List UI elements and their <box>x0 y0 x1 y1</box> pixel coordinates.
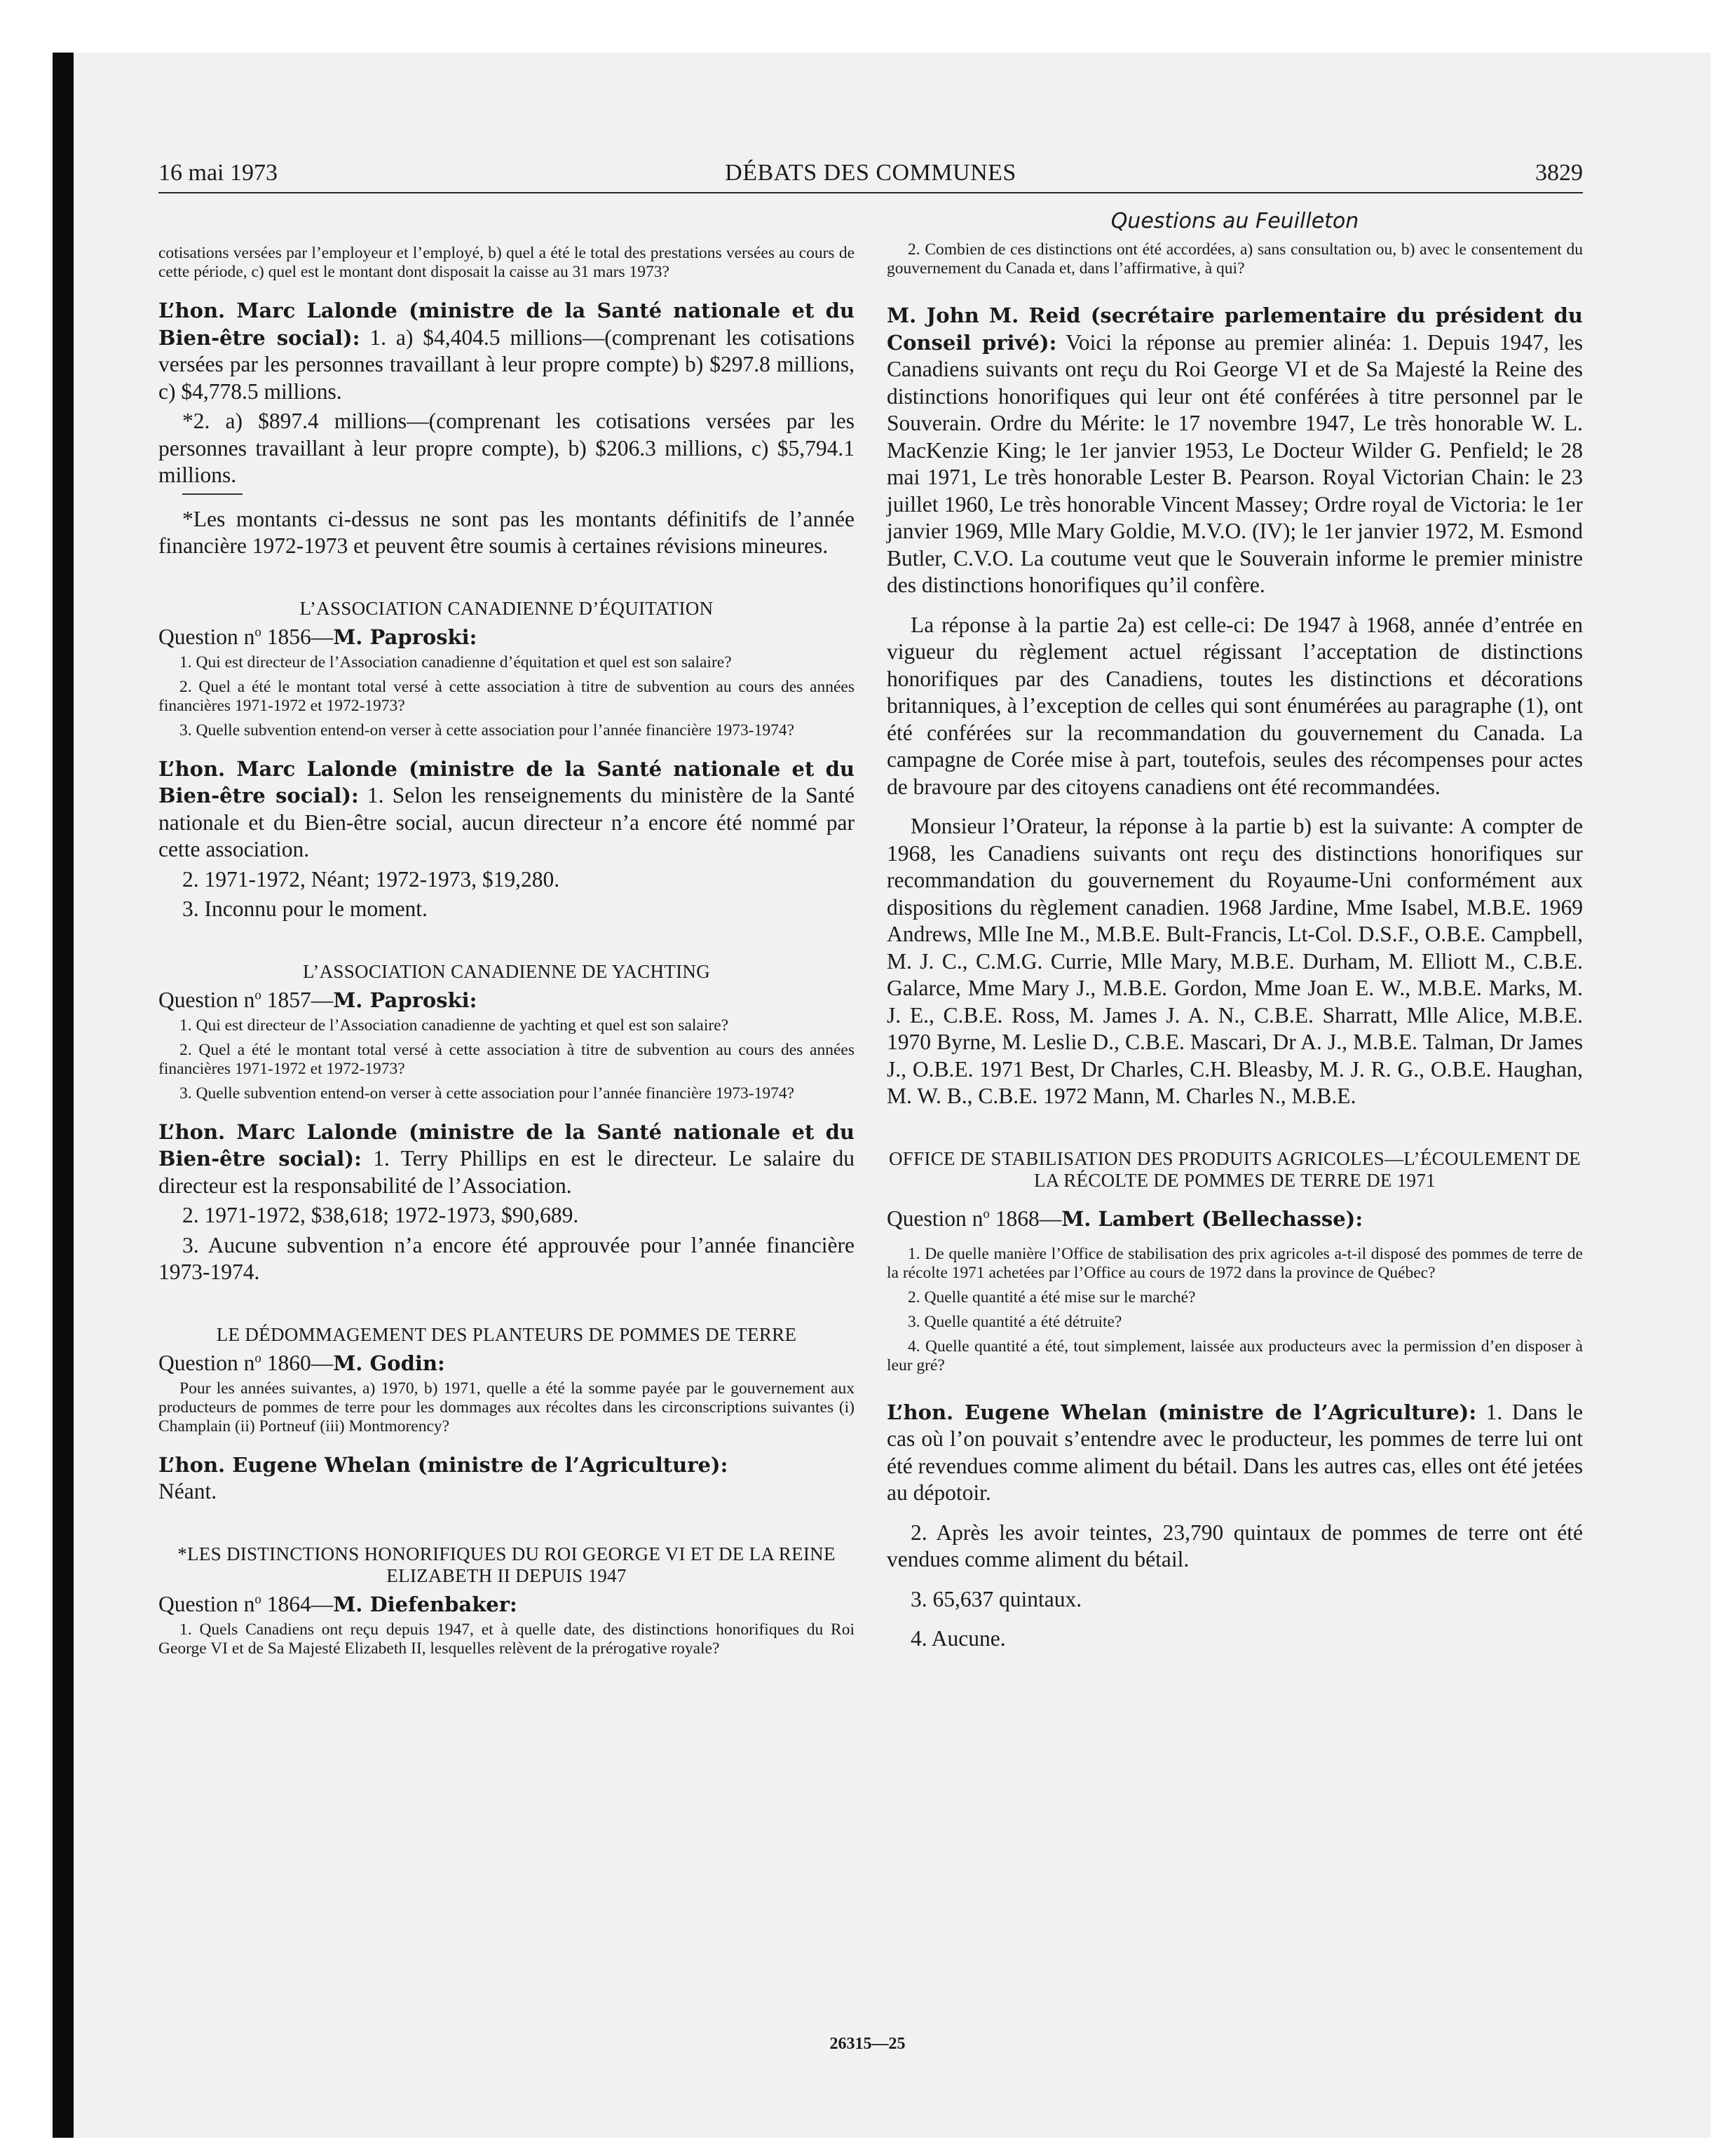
question-item: 3. Quelle subvention entend-on verser à cette association pour l’année financière 1973-1974? <box>179 1084 795 1103</box>
answer-item: 3. 65,637 quintaux. <box>911 1586 1082 1611</box>
answer-text: 1. a) $4,404.5 millions—(comprenant les cotisations versées par les personnes travaillant à leur propre compte) b) $297.8 millions, c) $4,778.5 millions. <box>158 325 855 404</box>
section-heading: L’ASSOCIATION CANADIENNE DE YACHTING <box>302 960 711 982</box>
question-item: 1. De quelle manière l’Office de stabilisation des prix agricoles a-t-il disposé des pommes de terre de la récolte 1971 achetées par l’Office au cours de 1972 dans la province de Québec? <box>887 1244 1583 1282</box>
answer-text: Néant. <box>158 1479 217 1503</box>
question-item: Pour les années suivantes, a) 1970, b) 1971, quelle a été la somme payée par le gouvernement aux producteurs de pommes de terre pour les dommages aux récoltes dans les circonscriptions suivantes (i) Champlain (ii) Portneuf (iii) Montmorency? <box>158 1379 855 1435</box>
speaker-name: L’hon. Eugene Whelan (ministre de l’Agriculture): <box>887 1400 1477 1424</box>
header-page-number: 3829 <box>1535 160 1583 186</box>
answer-item: 3. Inconnu pour le moment. <box>182 896 428 921</box>
section-heading: OFFICE DE STABILISATION DES PRODUITS AGRICOLES—L’ÉCOULEMENT DE LA RÉCOLTE DE POMMES DE TERRE DE 1971 <box>889 1147 1581 1191</box>
answer-paragraph: Monsieur l’Orateur, la réponse à la partie b) est la suivante: A compter de 1968, les Canadiens suivants ont reçu des distinctions honorifiques sur recommandation du gouvernement du Royaume-Uni conformément aux dispositions du règlement canadien. 1968 Jardine, Mme Isabel, M.B.E. 1969 Andrews, Mlle Ine M., M.B.E. Bult-Francis, Lt-Col. D.S.F., O.B.E. Campbell, M. J. C., C.M.G. Currie, Mlle Mary, M.B.E. Durham, M. Elliott M., C.B.E. Galarce, Mme Mary J., M.B.E. Gordon, Mme Joan E. W., M.B.E. Marks, M. J. E., C.B.E. Ross, M. James J. A. N., C.B.E. Sharratt, Mlle Alice, M.B.E. 1970 Byrne, M. Leslie D., C.B.E. Mascari, Dr A. J., M.B.E. Talman, Dr James J., O.B.E. 1971 Best, Dr Charles, C.H. Bleasby, M. J. R. G., O.B.E. Haughan, M. W. B., C.B.E. 1972 Mann, M. Charles N., M.B.E. <box>887 814 1583 1108</box>
asker-name: M. Paproski: <box>333 988 477 1012</box>
answer-paragraph: *2. a) $897.4 millions—(comprenant les cotisations versées par les personnes travaillant à leur propre compte), b) $206.3 millions, c) $5,794.1 millions. <box>158 409 855 487</box>
answer-paragraph: La réponse à la partie 2a) est celle-ci: De 1947 à 1968, année d’entrée en vigueur du règlement actuel régissant l’acceptation de distinctions honorifiques par des Canadiens, toutes les distinctions et décorations britanniques, à l’exception de celles qui sont énumérées au paragraphe (1), ont été conférées sur la recommandation du gouvernement du Canada. La campagne de Corée mise à part, toutefois, seules des récompenses pour actes de bravoure par des citoyens canadiens ont été recommandées. <box>887 612 1583 799</box>
answer-text: 1. Terry Phillips en est le directeur. Le salaire du directeur est la responsabilité de l’Association. <box>158 1146 855 1198</box>
question-continuation: cotisations versées par l’employeur et l’employé, b) quel a été le total des prestations versées au cours de cette période, c) quel est le montant dont disposait la caisse au 31 mars 1973? <box>158 244 855 281</box>
question-line: Question $n^o$ 1857—M. Paproski: <box>158 987 477 1012</box>
question-item: 2. Quel a été le montant total versé à cette association à titre de subvention au cours des années financières 1971-1972 et 1972-1973? <box>158 1040 855 1078</box>
speaker-name: L’hon. Eugene Whelan (ministre de l’Agriculture): <box>158 1452 728 1477</box>
speaker-name: M. John M. Reid (secrétaire parlementaire du président du Conseil privé): <box>887 303 1583 355</box>
question-item: 3. Quelle quantité a été détruite? <box>908 1312 1122 1331</box>
asker-name: M. Lambert (Bellechasse): <box>1061 1206 1363 1231</box>
section-heading: LE DÉDOMMAGEMENT DES PLANTEURS DE POMMES DE TERRE <box>216 1323 797 1345</box>
question-item: 3. Quelle subvention entend-on verser à cette association pour l’année financière 1973-1974? <box>179 721 795 739</box>
answer-paragraph <box>887 302 1583 599</box>
answer-item: 2. 1971-1972, Néant; 1972-1973, $19,280. <box>182 866 560 892</box>
scan-edge-shadow <box>53 53 74 2138</box>
section-heading: L’ASSOCIATION CANADIENNE D’ÉQUITATION <box>299 597 714 619</box>
question-line: Question $n^o$ 1864—M. Diefenbaker: <box>158 1591 517 1616</box>
answer-paragraph <box>158 1119 855 1200</box>
header-title: DÉBATS DES COMMUNES <box>725 160 1016 186</box>
right-column <box>887 209 1583 1656</box>
question-item: 2. Quelle quantité a été mise sur le marché? <box>908 1288 1196 1306</box>
question-item: 2. Combien de ces distinctions ont été accordées, a) sans consultation ou, b) avec le consentement du gouvernement du Canada et, dans l’affirmative, à qui? <box>887 240 1583 278</box>
speaker-name: L’hon. Marc Lalonde (ministre de la Santé nationale et du Bien-être social): <box>158 1119 855 1171</box>
section-title: Questions au Feuilleton <box>1110 209 1359 233</box>
answer-text: 1. Selon les renseignements du ministère de la Santé nationale et du Bien-être social, aucun directeur n’a encore été nommé par cette association. <box>158 783 855 861</box>
separator-rule <box>182 493 243 495</box>
question-line: Question $n^o$ 1856—M. Paproski: <box>158 624 477 649</box>
answer-text: 1. Dans le cas où l’on pouvait s’entendre avec le producteur, les pommes de terre lui ont été revendues comme aliment du bétail. Dans les autres cas, elles ont été jetées au dépotoir. <box>887 1399 1583 1505</box>
running-header <box>158 156 1583 193</box>
answer-item: 4. Aucune. <box>911 1626 1006 1651</box>
question-line: Question $n^o$ 1860—M. Godin: <box>158 1350 445 1375</box>
left-column <box>158 244 855 1664</box>
question-item: 1. Qui est directeur de l’Association canadienne de yachting et quel est son salaire? <box>179 1016 729 1035</box>
asker-name: M. Paproski: <box>333 625 477 649</box>
header-date: 16 mai 1973 <box>158 160 278 186</box>
answer-item: 2. Après les avoir teintes, 23,790 quintaux de pommes de terre ont été vendues comme aliment du bétail. <box>887 1520 1583 1571</box>
section-heading: *LES DISTINCTIONS HONORIFIQUES DU ROI GEORGE VI ET DE LA REINE ELIZABETH II DEPUIS 1947 <box>177 1543 836 1586</box>
question-item: 4. Quelle quantité a été, tout simplement, laissée aux producteurs avec la permission d’en disposer à leur gré? <box>887 1337 1583 1374</box>
answer-paragraph <box>158 297 855 405</box>
answer-item: 2. 1971-1972, $38,618; 1972-1973, $90,689. <box>182 1203 579 1227</box>
question-item: 1. Quels Canadiens ont reçu depuis 1947, et à quelle date, des distinctions honorifiques du Roi George VI et de Sa Majesté Elizabeth II, lesquelles relèvent de la prérogative royale? <box>158 1620 855 1658</box>
answer-text: Voici la réponse au premier alinéa: 1. Depuis 1947, les Canadiens suivants ont reçu du Roi George VI et de Sa Majesté la Reine des distinctions honorifiques qui leur ont été conférées à titre personnel par le Souverain. Ordre du Mérite: le 17 novembre 1947, Le très honorable W. L. MacKenzie King; le 1er janvier 1953, Le Docteur Wilder G. Penfield; le 28 mai 1971, Le très honorable Lester B. Pearson. Royal Victorian Chain: le 23 juillet 1960, Le très honorable Vincent Massey; Ordre royal de Victoria: le 1er janvier 1969, Mlle Mary Goldie, M.V.O. (IV); le 1er janvier 1972, M. Esmond Butler, C.V.O. La coutume veut que le Souverain informe le premier ministre des distinctions honorifiques qu’il confère. <box>887 329 1584 597</box>
answer-item: 3. Aucune subvention n’a encore été approuvée pour l’année financière 1973-1974. <box>158 1232 855 1284</box>
question-item: 2. Quel a été le montant total versé à cette association à titre de subvention au cours des années financières 1971-1972 et 1972-1973? <box>158 677 855 715</box>
page-footer-code: 26315—25 <box>829 2035 906 2053</box>
answer-paragraph <box>887 1399 1583 1507</box>
asker-name: M. Diefenbaker: <box>333 1592 517 1616</box>
asker-name: M. Godin: <box>333 1351 445 1375</box>
answer-paragraph <box>158 756 855 864</box>
speaker-name: L’hon. Marc Lalonde (ministre de la Santé nationale et du Bien-être social): <box>158 299 855 350</box>
answer-paragraph <box>158 1452 855 1506</box>
question-line: Question $n^o$ 1868—M. Lambert (Bellechasse): <box>887 1206 1363 1231</box>
speaker-name: L’hon. Marc Lalonde (ministre de la Santé nationale et du Bien-être social): <box>158 756 855 807</box>
footnote-paragraph: *Les montants ci-dessus ne sont pas les montants définitifs de l’année financière 1972-1973 et peuvent être soumis à certaines révisions mineures. <box>158 506 855 558</box>
question-item: 1. Qui est directeur de l’Association canadienne d’équitation et quel est son salaire? <box>179 653 732 671</box>
